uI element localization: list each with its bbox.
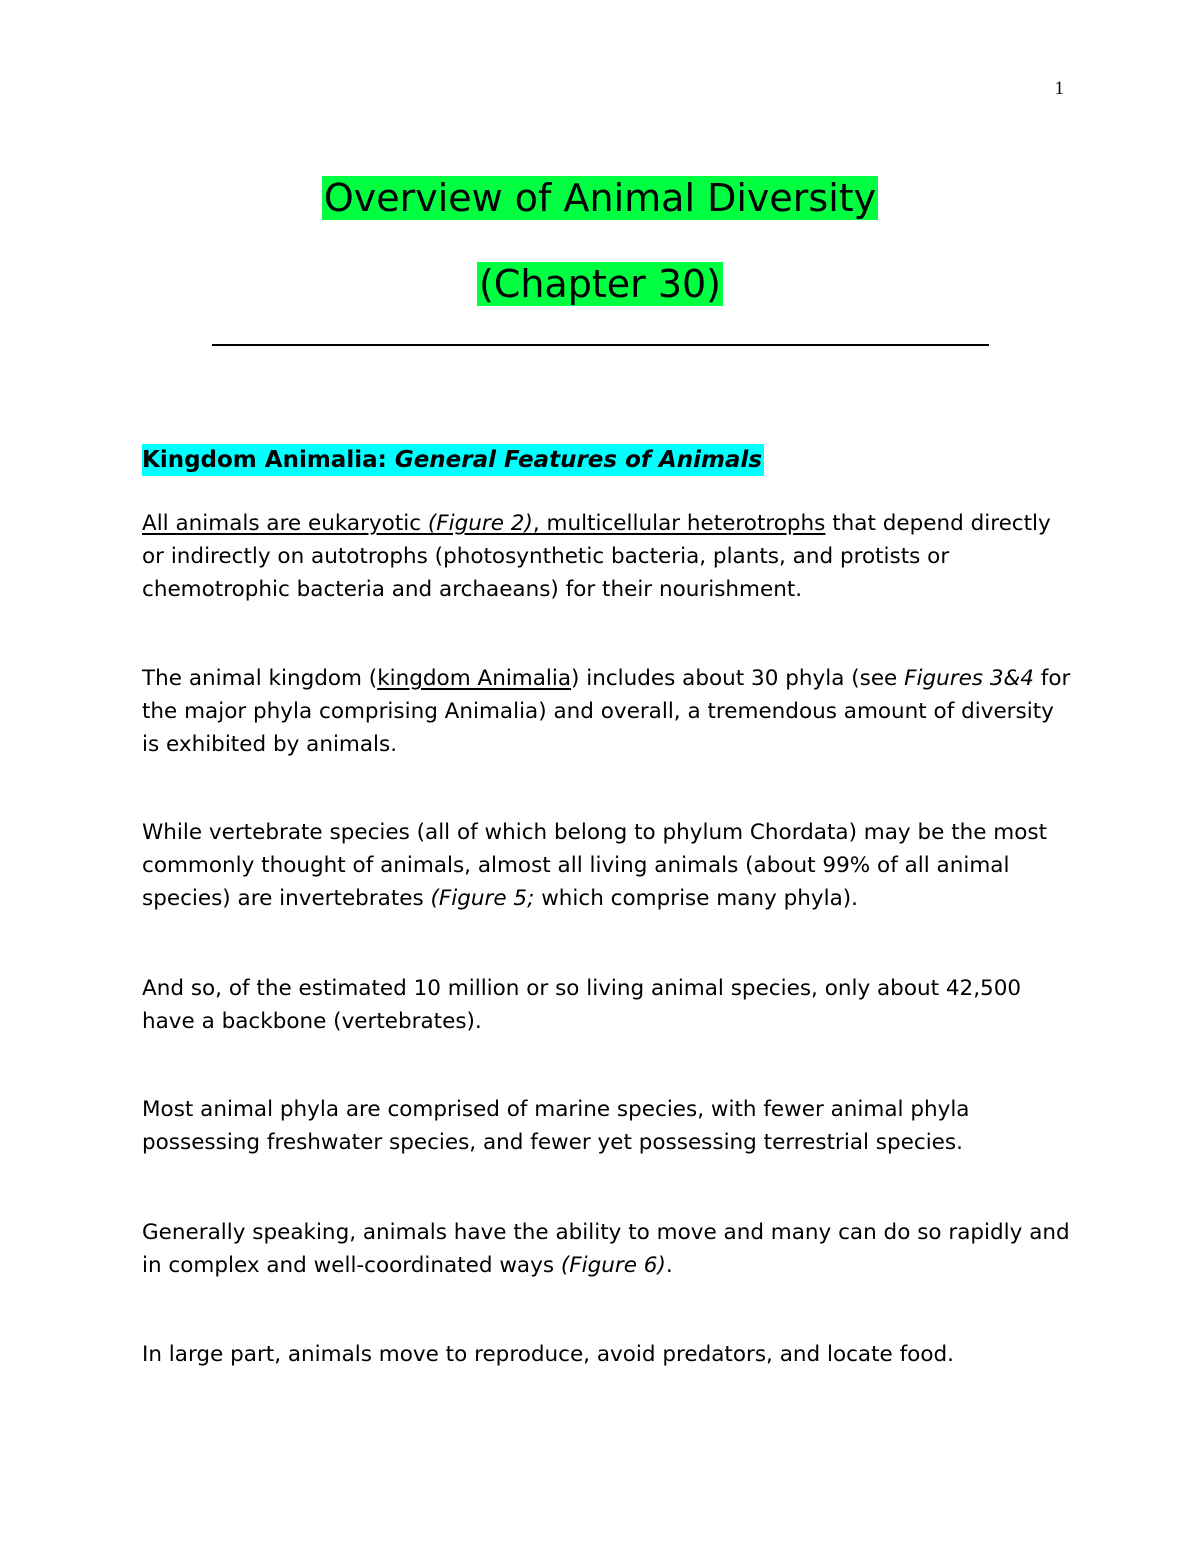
document-subtitle [0, 254, 1200, 314]
chapter-label: (Chapter 30) [478, 262, 721, 306]
document-title-text: Overview of Animal Diversity [323, 176, 877, 220]
p2-text-c: ) includes about 30 phyla (see [571, 666, 905, 691]
document-title [0, 168, 1200, 228]
paragraph-purpose-of-movement: In large part, animals move to reproduce, avoid predators, and locate food. [142, 1342, 954, 1367]
p6-figure-ref: (Figure 6) [560, 1253, 666, 1278]
p3-text-c: which comprise many phyla). [534, 886, 858, 911]
section-heading-sub: General Features of Animals [394, 447, 763, 473]
p6-text-a: Generally speaking, animals have the ability to move and many can do so rapidly and in complex and well-coordinated ways [142, 1220, 1070, 1278]
paragraph-kingdom [142, 662, 1072, 761]
title-divider [212, 344, 989, 346]
p1-underlined-start [142, 511, 825, 536]
paragraph-vertebrates [142, 816, 1072, 915]
section-heading-main: Kingdom Animalia: [142, 447, 395, 473]
p1-text-a: All animals are eukaryotic [142, 511, 428, 536]
p6-text-c: . [665, 1253, 673, 1278]
paragraph-habitats: Most animal phyla are comprised of marine species, with fewer animal phyla possessing freshwater species, and fewer yet possessing terrestrial species. [142, 1097, 970, 1155]
p3-text-a: While vertebrate species (all of which belong to phylum Chordata) may be the most commonly thought of animals, almost all living animals (about 99% of all animal species) are invertebrates [142, 820, 1048, 911]
paragraph-movement [142, 1216, 1072, 1282]
paragraph-eukaryotic [142, 507, 1072, 606]
p2-kingdom-term: kingdom Animalia [377, 666, 572, 691]
p1-figure-ref: (Figure 2) [427, 511, 533, 536]
p1-text-d: that depend directly or indirectly on autotrophs (photosynthetic bacteria, plants, and protists or chemotrophic bacteria and archaeans) for their nourishment. [142, 511, 1051, 602]
p2-figure-ref: Figures 3&4 [904, 666, 1034, 691]
p3-figure-ref: (Figure 5; [430, 886, 535, 911]
paragraph-species-count: And so, of the estimated 10 million or so living animal species, only about 42,500 have a backbone (vertebrates). [142, 976, 1022, 1034]
p1-text-c: , multicellular heterotrophs [532, 511, 826, 536]
page-number: 1 [1054, 78, 1064, 99]
section-heading [142, 444, 764, 476]
p2-text-a: The animal kingdom ( [142, 666, 378, 691]
p2-text-e: for the major phyla comprising Animalia) and overall, a tremendous amount of diversity is exhibited by animals. [142, 666, 1071, 757]
